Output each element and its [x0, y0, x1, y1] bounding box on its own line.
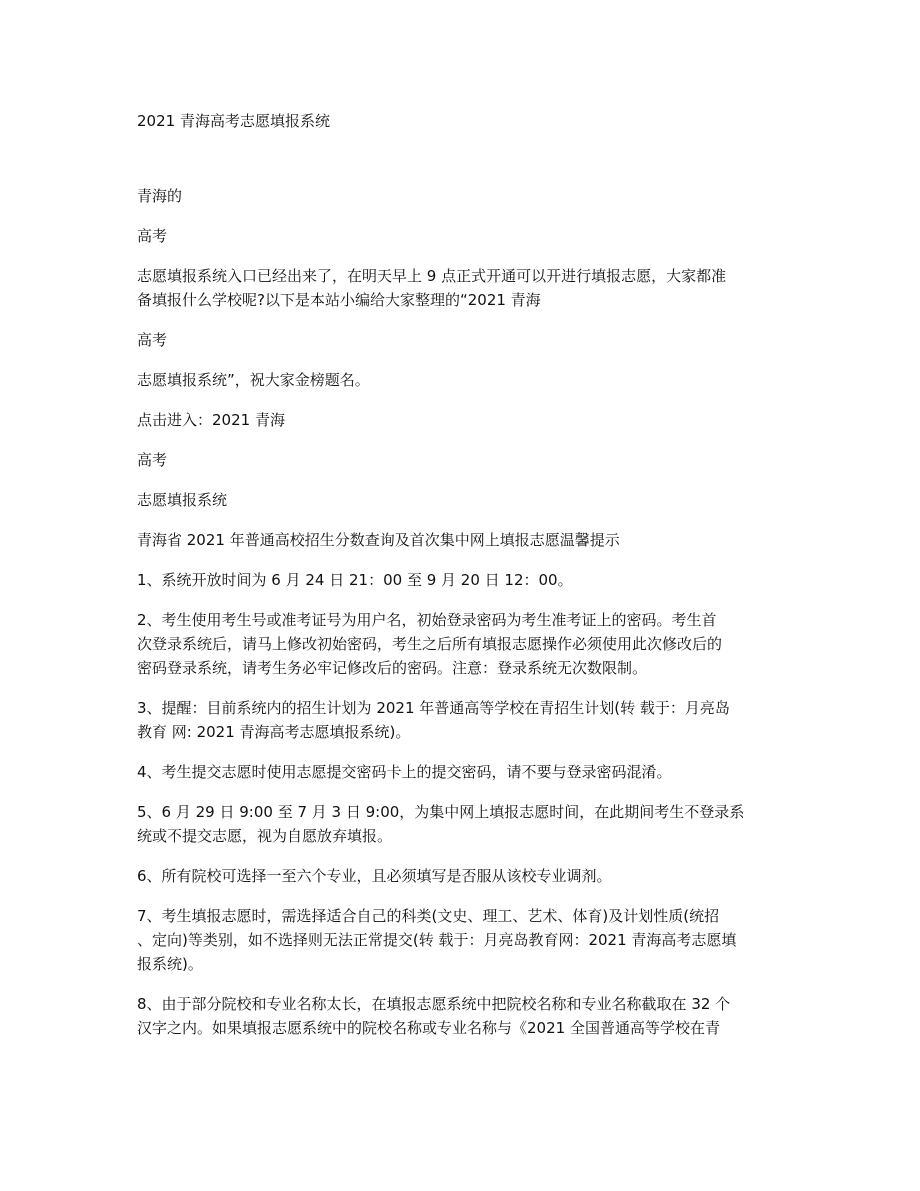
- paragraph: [137, 760, 787, 784]
- paragraph-line: 6、所有院校可选择一至六个专业，且必须填写是否服从该校专业调剂。: [137, 867, 612, 885]
- paragraph: [137, 488, 787, 512]
- paragraph-line: 7、考生填报志愿时，需选择适合自己的科类(文史、理工、艺术、体育)及计划性质(统招: [137, 907, 720, 925]
- paragraph-line: 备填报什么学校呢?以下是本站小编给大家整理的“2021 青海: [137, 291, 541, 309]
- paragraph: [137, 800, 787, 848]
- paragraph: [137, 904, 787, 976]
- paragraph-line: 高考: [137, 227, 168, 245]
- paragraph: [137, 368, 787, 392]
- document-body: [137, 184, 787, 1056]
- paragraph-line: 志愿填报系统”，祝大家金榜题名。: [137, 371, 370, 389]
- paragraph-line: 教育 网: 2021 青海高考志愿填报系统)。: [137, 723, 411, 741]
- paragraph: [137, 264, 787, 312]
- paragraph-line: 5、6 月 29 日 9:00 至 7 月 3 日 9:00，为集中网上填报志愿时间，在此期间考生不登录系: [137, 803, 745, 821]
- paragraph: [137, 864, 787, 888]
- paragraph-line: 4、考生提交志愿时使用志愿提交密码卡上的提交密码，请不要与登录密码混淆。: [137, 763, 672, 781]
- paragraph-line: 高考: [137, 331, 168, 349]
- paragraph-line: 报系统)。: [137, 955, 203, 973]
- paragraph-line: 、定向)等类别，如不选择则无法正常提交(转 载于：月亮岛教育网：2021 青海高考志愿填: [137, 931, 737, 949]
- paragraph-line: 次登录系统后，请马上修改初始密码，考生之后所有填报志愿操作必须使用此次修改后的: [137, 635, 723, 653]
- paragraph: [137, 448, 787, 472]
- paragraph-line: 青海的: [137, 187, 183, 205]
- paragraph-line: 3、提醒：目前系统内的招生计划为 2021 年普通高等学校在青招生计划(转 载于：月亮岛: [137, 699, 730, 717]
- paragraph-line: 1、系统开放时间为 6 月 24 日 21：00 至 9 月 20 日 12：00。: [137, 571, 573, 589]
- paragraph: [137, 992, 787, 1040]
- paragraph: [137, 224, 787, 248]
- paragraph: [137, 184, 787, 208]
- paragraph-line: 统或不提交志愿，视为自愿放弃填报。: [137, 827, 393, 845]
- paragraph: [137, 568, 787, 592]
- paragraph: [137, 408, 787, 432]
- paragraph-line: 汉字之内。如果填报志愿系统中的院校名称或专业名称与《2021 全国普通高等学校在青: [137, 1019, 720, 1037]
- document-title: 2021 青海高考志愿填报系统: [137, 112, 330, 130]
- paragraph-line: 高考: [137, 451, 168, 469]
- paragraph-line: 点击进入：2021 青海: [137, 411, 285, 429]
- paragraph-line: 密码登录系统，请考生务必牢记修改后的密码。注意：登录系统无次数限制。: [137, 659, 648, 677]
- paragraph: [137, 608, 787, 680]
- paragraph-line: 青海省 2021 年普通高校招生分数查询及首次集中网上填报志愿温馨提示: [137, 531, 620, 549]
- paragraph-line: 2、考生使用考生号或准考证号为用户名，初始登录密码为考生准考证上的密码。考生首: [137, 611, 717, 629]
- paragraph-line: 志愿填报系统: [137, 491, 228, 509]
- paragraph: [137, 528, 787, 552]
- paragraph-line: 志愿填报系统入口已经出来了，在明天早上 9 点正式开通可以开进行填报志愿，大家都准: [137, 267, 727, 285]
- paragraph-line: 8、由于部分院校和专业名称太长，在填报志愿系统中把院校名称和专业名称截取在 32 个: [137, 995, 731, 1013]
- paragraph: [137, 328, 787, 352]
- paragraph: [137, 696, 787, 744]
